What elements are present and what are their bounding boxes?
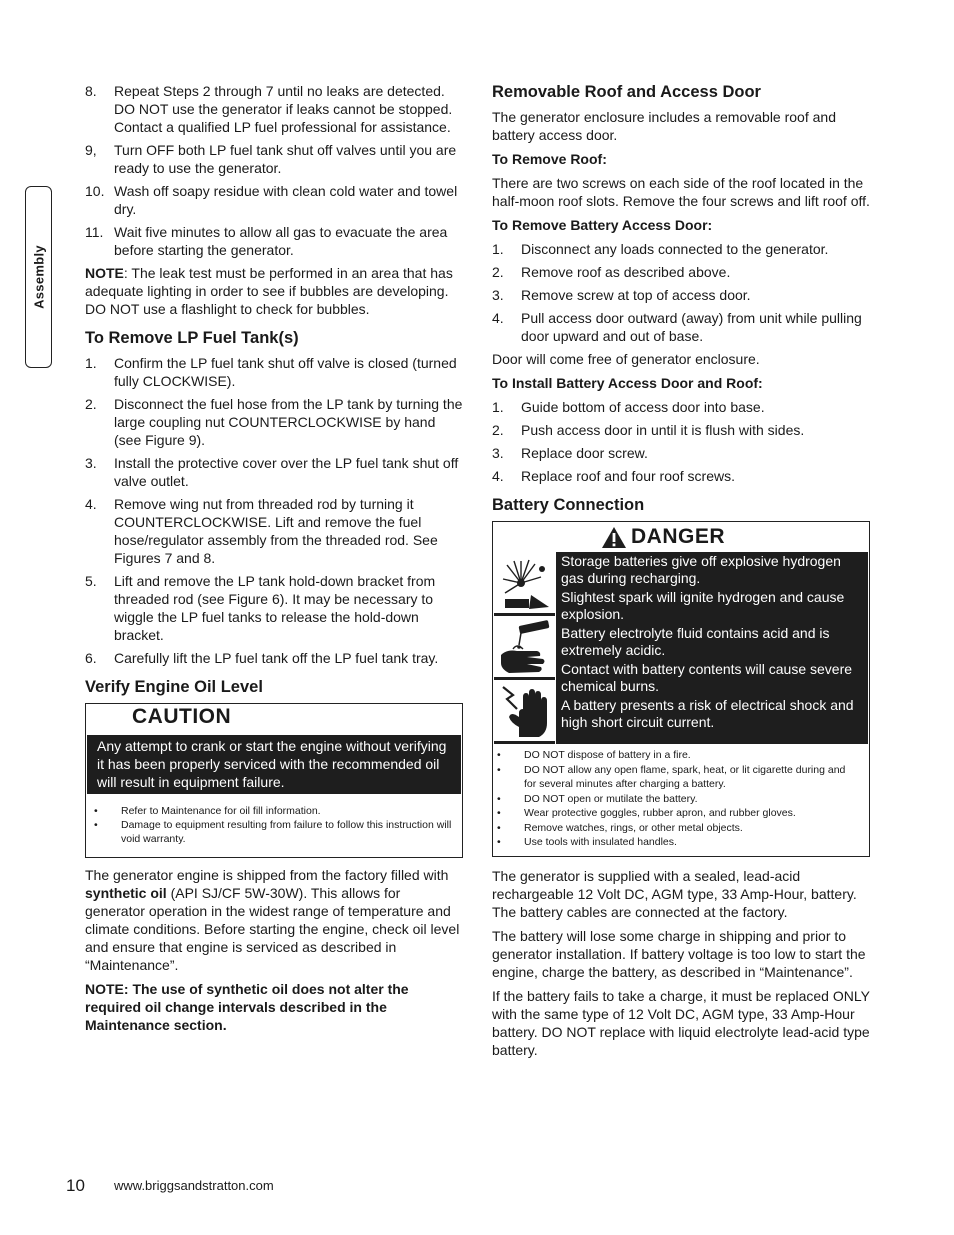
remove-tank-heading: To Remove LP Fuel Tank(s) — [85, 329, 299, 347]
list-item: 3. Replace door screw. — [492, 445, 648, 461]
list-item: 3. Remove screw at top of access door. — [492, 287, 751, 303]
explosion-icon — [494, 552, 555, 616]
list-item: 4. Pull access door outward (away) from unit while pulling door upward and out of base. — [492, 310, 862, 344]
list-item: 4. Remove wing nut from threaded rod by turning it COUNTERCLOCKWISE. Lift and remove the fuel hose/regulator assembly from the threaded rod. See Figures 7 and 8. — [85, 496, 438, 566]
danger-messages — [556, 552, 868, 744]
list-item: 3. Install the protective cover over the LP fuel tank shut off valve outlet. — [85, 455, 459, 489]
remove-roof-heading: To Remove Roof: — [492, 151, 607, 167]
list-item: 1. Disconnect any loads connected to the generator. — [492, 241, 829, 257]
install-heading: To Install Battery Access Door and Roof: — [492, 375, 763, 391]
battery-paragraph: The generator is supplied with a sealed, lead-acid rechargeable 12 Volt DC, AGM type, 33 Amp-Hour, battery. The battery cables are connected at the factory. — [492, 867, 857, 920]
caution-box — [85, 703, 463, 858]
danger-bullets — [493, 748, 869, 856]
caution-bullets — [86, 804, 462, 846]
list-item: • DO NOT dispose of battery in a fire. — [497, 749, 691, 761]
list-item: • DO NOT open or mutilate the battery. — [497, 792, 698, 805]
battery-paragraph: The battery will lose some charge in shipping and prior to generator installation. If battery voltage is too low to start the engine, charge the battery, as described in “Maintenance”. — [492, 927, 866, 980]
right-column — [492, 82, 870, 1065]
warning-triangle-icon — [601, 526, 627, 549]
list-item: 2. Disconnect the fuel hose from the LP tank by turning the large coupling nut COUNTERCLOCKWISE by hand (see Figure 9). — [85, 396, 463, 448]
danger-icons — [494, 552, 556, 744]
list-item: 11. Wait five minutes to allow all gas to evacuate the area before starting the generator. — [85, 224, 448, 258]
list-item: 5. Lift and remove the LP tank hold-down bracket from threaded rod (see Figure 6). It may be necessary to wiggle the LP fuel tanks to release the hold-down bracket. — [85, 573, 436, 643]
list-item: 1. Guide bottom of access door into base. — [492, 399, 765, 415]
list-item: • Damage to equipment resulting from failure to follow this instruction will void warranty. — [94, 819, 452, 845]
list-item: 1. Confirm the LP fuel tank shut off valve is closed (turned fully CLOCKWISE). — [85, 355, 457, 389]
door-free-text: Door will come free of generator enclosure. — [492, 351, 760, 367]
danger-header — [493, 522, 869, 552]
oil-paragraph: The generator engine is shipped from the factory filled with synthetic oil (API SJ/CF 5W-30W). This allows for generator operation in the widest range of temperature and climate conditions. Before starting the engine, check oil level and ensure that engine is serviced as described in “Maintenance”. — [85, 867, 460, 973]
remove-door-steps — [492, 240, 870, 345]
oil-heading: Verify Engine Oil Level — [85, 678, 263, 696]
list-item: • Refer to Maintenance for oil fill information. — [94, 805, 321, 817]
remove-roof-text: There are two screws on each side of the roof located in the half-moon roof slots. Remove the four screws and lift roof off. — [492, 175, 870, 209]
acid-burn-hand-icon — [494, 616, 555, 680]
list-item: 2. Remove roof as described above. — [492, 264, 731, 280]
list-item: • Remove watches, rings, or other metal objects. — [497, 821, 743, 834]
roof-heading: Removable Roof and Access Door — [492, 83, 761, 101]
list-item: 2. Push access door in until it is flush with sides. — [492, 422, 805, 438]
list-item: 9, Turn OFF both LP fuel tank shut off valves until you are ready to use the generator. — [85, 142, 457, 176]
remove-tank-steps — [85, 354, 463, 667]
list-item: • Use tools with insulated handles. — [497, 836, 677, 848]
danger-title: DANGER — [631, 525, 726, 548]
danger-message: Battery electrolyte fluid contains acid and is extremely acidic. — [561, 625, 830, 658]
danger-body — [494, 552, 868, 744]
side-tab-label: Assembly — [31, 245, 46, 309]
caution-message: Any attempt to crank or start the engine without verifying it has been properly serviced with the recommended oil will result in equipment failure. — [87, 735, 461, 794]
danger-box — [492, 521, 870, 857]
danger-message: A battery presents a risk of electrical shock and high short circuit current. — [561, 697, 854, 730]
page-number: 10 — [66, 1176, 85, 1195]
battery-paragraph: If the battery fails to take a charge, it must be replaced ONLY with the same type of 12 Volt DC, AGM type, 33 Amp-Hour battery. DO NOT replace with liquid electrolyte lead-acid type battery. — [492, 987, 870, 1058]
leak-test-note: NOTE: The leak test must be performed in an area that has adequate lighting in order to see if bubbles are developing. DO NOT use a flashlight to check for bubbles. — [85, 265, 453, 317]
danger-message: Contact with battery contents will cause severe chemical burns. — [561, 661, 853, 694]
remove-door-heading: To Remove Battery Access Door: — [492, 217, 713, 233]
danger-message: Storage batteries give off explosive hydrogen gas during recharging. — [561, 553, 841, 586]
left-column — [85, 82, 463, 1040]
install-steps — [492, 398, 870, 485]
danger-message: Slightest spark will ignite hydrogen and cause explosion. — [561, 589, 845, 622]
list-item: • Wear protective goggles, rubber apron, and rubber gloves. — [497, 807, 796, 819]
list-item: 8. Repeat Steps 2 through 7 until no leaks are detected. DO NOT use the generator if leaks cannot be stopped. Contact a qualified LP fuel professional for assistance. — [85, 83, 453, 135]
list-item: 10. Wash off soapy residue with clean cold water and towel dry. — [85, 183, 458, 217]
side-tab — [25, 186, 52, 368]
list-item: 4. Replace roof and four roof screws. — [492, 468, 735, 484]
list-item: • DO NOT allow any open flame, spark, heat, or lit cigarette during and for several minutes after charging a battery. — [497, 763, 846, 790]
electric-shock-hand-icon — [494, 680, 555, 744]
footer-url: www.briggsandstratton.com — [114, 1178, 274, 1193]
list-item: 6. Carefully lift the LP fuel tank off the LP fuel tank tray. — [85, 650, 439, 666]
roof-intro: The generator enclosure includes a removable roof and battery access door. — [492, 109, 836, 143]
caution-title: CAUTION — [132, 705, 232, 728]
leak-test-steps — [85, 82, 463, 259]
oil-note: NOTE: The use of synthetic oil does not alter the required oil change intervals described in the Maintenance section. — [85, 981, 409, 1033]
battery-heading: Battery Connection — [492, 496, 645, 514]
